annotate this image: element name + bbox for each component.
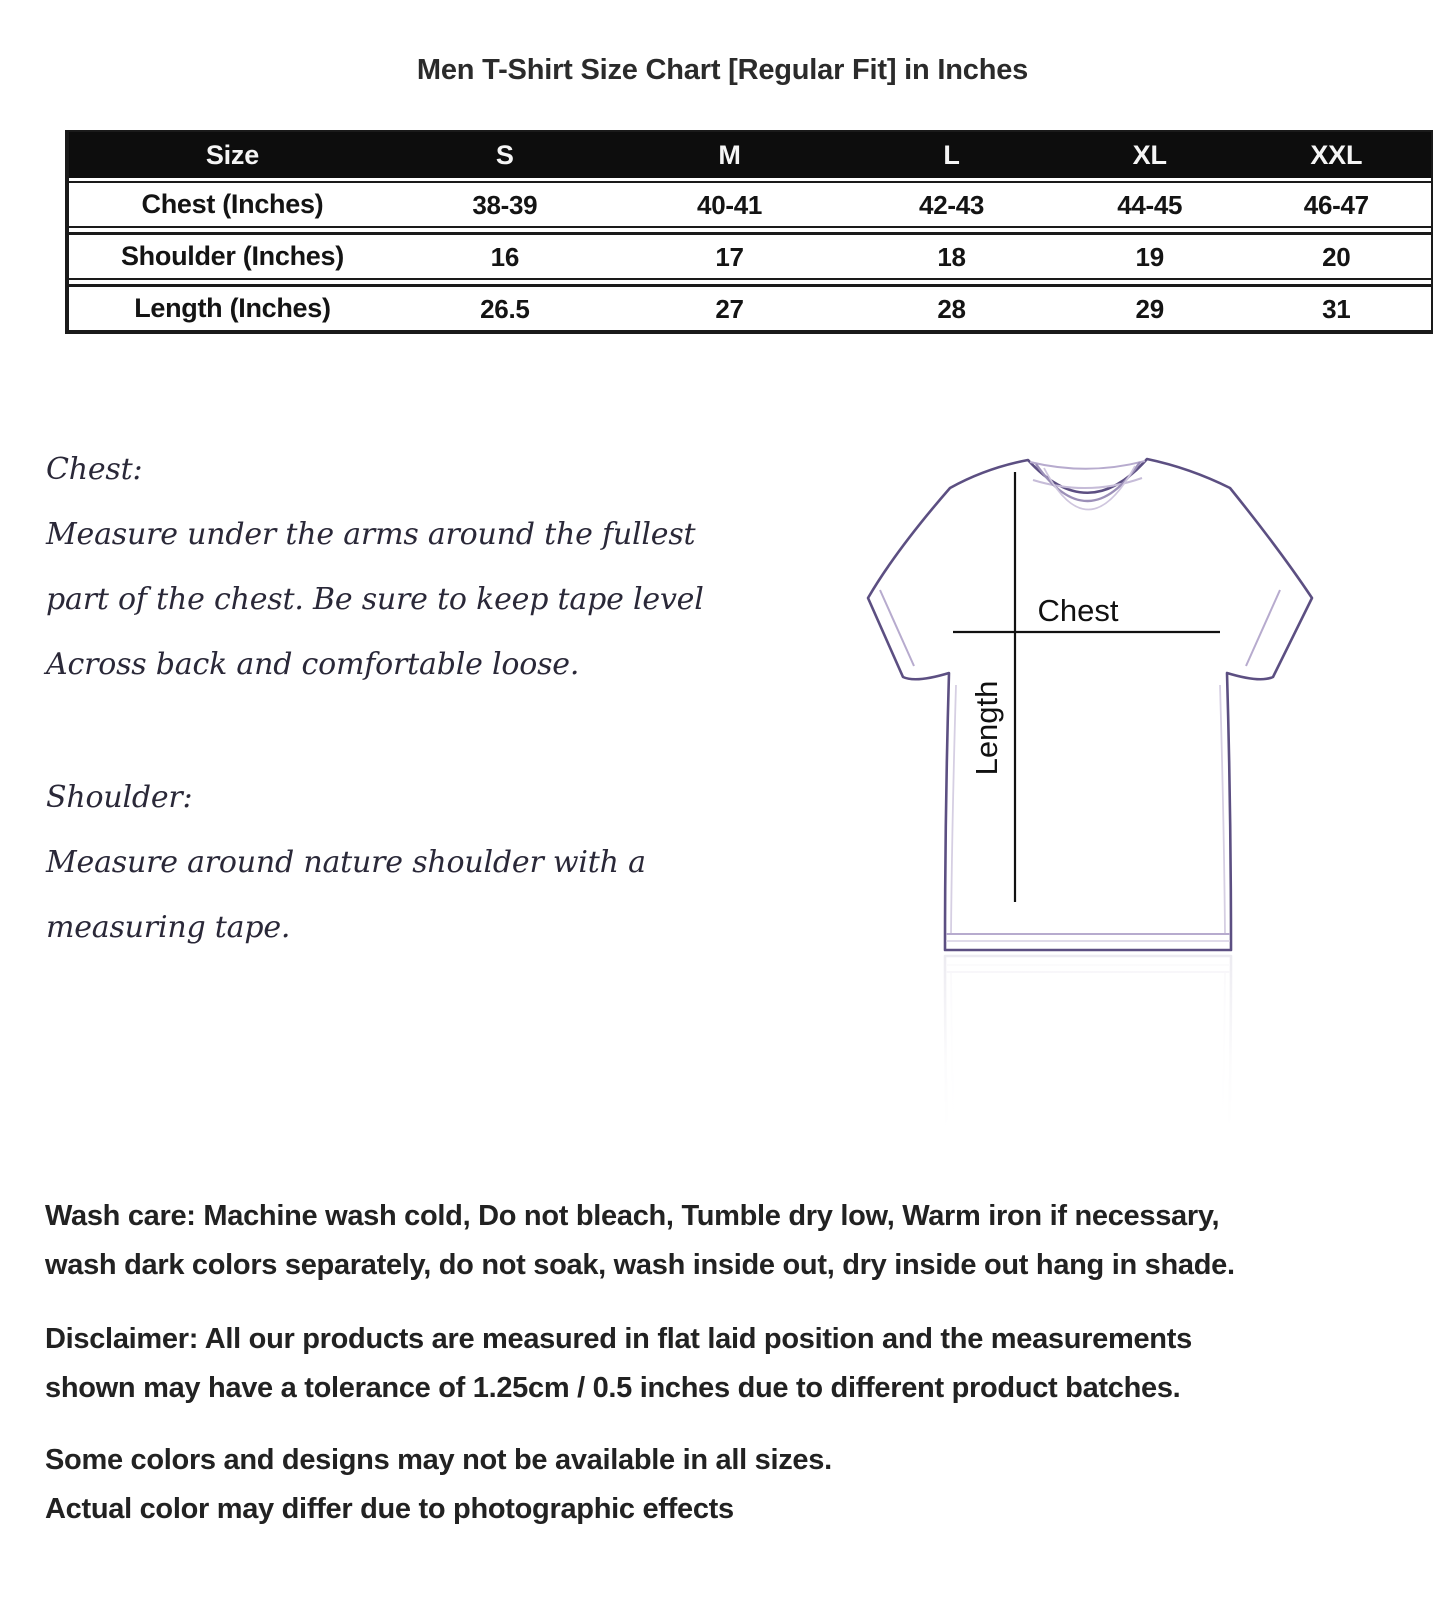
row-label-length: Length (Inches) [134,293,331,323]
chest-instructions-line: Measure under the arms around the fullest [46,517,696,552]
disclaimer-line: Disclaimer: All our products are measured in flat laid position and the measurements [45,1323,1192,1355]
wash-care-line: wash dark colors separately, do not soak, wash inside out, dry inside out hang in shade. [45,1249,1235,1281]
availability-line: Some colors and designs may not be available in all sizes. [45,1444,832,1476]
table-divider [69,226,1431,235]
chest-value-xxl: 46-47 [1303,189,1369,220]
length-value-xl: 29 [1135,293,1164,324]
column-header-xxl: XXL [1310,139,1363,170]
color-note-line: Actual color may differ due to photographic effects [45,1493,734,1525]
row-label-shoulder: Shoulder (Inches) [120,241,344,271]
shoulder-value-s: 16 [490,241,519,272]
shoulder-instructions-line: Measure around nature shoulder with a [46,845,646,880]
row-label-chest: Chest (Inches) [141,189,324,219]
bottom-notes [45,1192,1425,1534]
length-value-m: 27 [715,293,744,324]
disclaimer-note [45,1315,1425,1413]
chest-value-xl: 44-45 [1117,189,1183,220]
chest-instructions [46,437,746,697]
chest-instructions-line: Across back and comfortable loose. [46,647,580,682]
length-diagram-label: Length [969,680,1004,776]
chest-value-s: 38-39 [472,189,538,220]
tshirt-measurement-diagram [840,430,1320,1130]
chest-diagram-label: Chest [1037,593,1119,628]
column-header-m: M [718,139,741,170]
chest-value-l: 42-43 [919,189,985,220]
tshirt-outline [868,459,1312,950]
tshirt-diagram-svg [840,430,1320,1130]
reflection-fade [840,954,1320,1130]
shoulder-value-xxl: 20 [1322,241,1351,272]
table-row-chest [69,183,1431,226]
table-divider [69,278,1431,287]
shoulder-instructions-heading: Shoulder: [46,780,193,815]
shoulder-value-l: 18 [937,241,966,272]
column-header-l: L [943,139,960,170]
shoulder-instructions-line: measuring tape. [46,910,291,945]
length-value-l: 28 [937,293,966,324]
table-row-length [69,287,1431,330]
shoulder-value-m: 17 [715,241,744,272]
chest-value-m: 40-41 [697,189,763,220]
length-value-s: 26.5 [480,293,530,324]
column-header-size: Size [205,139,260,170]
size-table-header-row [69,132,1431,178]
disclaimer-line: shown may have a tolerance of 1.25cm / 0.5 inches due to different product batches. [45,1372,1181,1404]
shoulder-instructions [46,765,746,960]
wash-care-line: Wash care: Machine wash cold, Do not bleach, Tumble dry low, Warm iron if necessary, [45,1200,1220,1232]
shoulder-value-xl: 19 [1135,241,1164,272]
page-title: Men T-Shirt Size Chart [Regular Fit] in Inches [416,54,1029,86]
column-header-xl: XL [1132,139,1167,170]
availability-note [45,1436,1425,1534]
chest-instructions-heading: Chest: [46,452,143,487]
table-row-shoulder [69,235,1431,278]
chest-instructions-line: part of the chest. Be sure to keep tape level [46,582,704,617]
size-table [65,130,1433,334]
length-value-xxl: 31 [1322,293,1351,324]
column-header-s: S [495,139,514,170]
wash-care-note [45,1192,1425,1290]
